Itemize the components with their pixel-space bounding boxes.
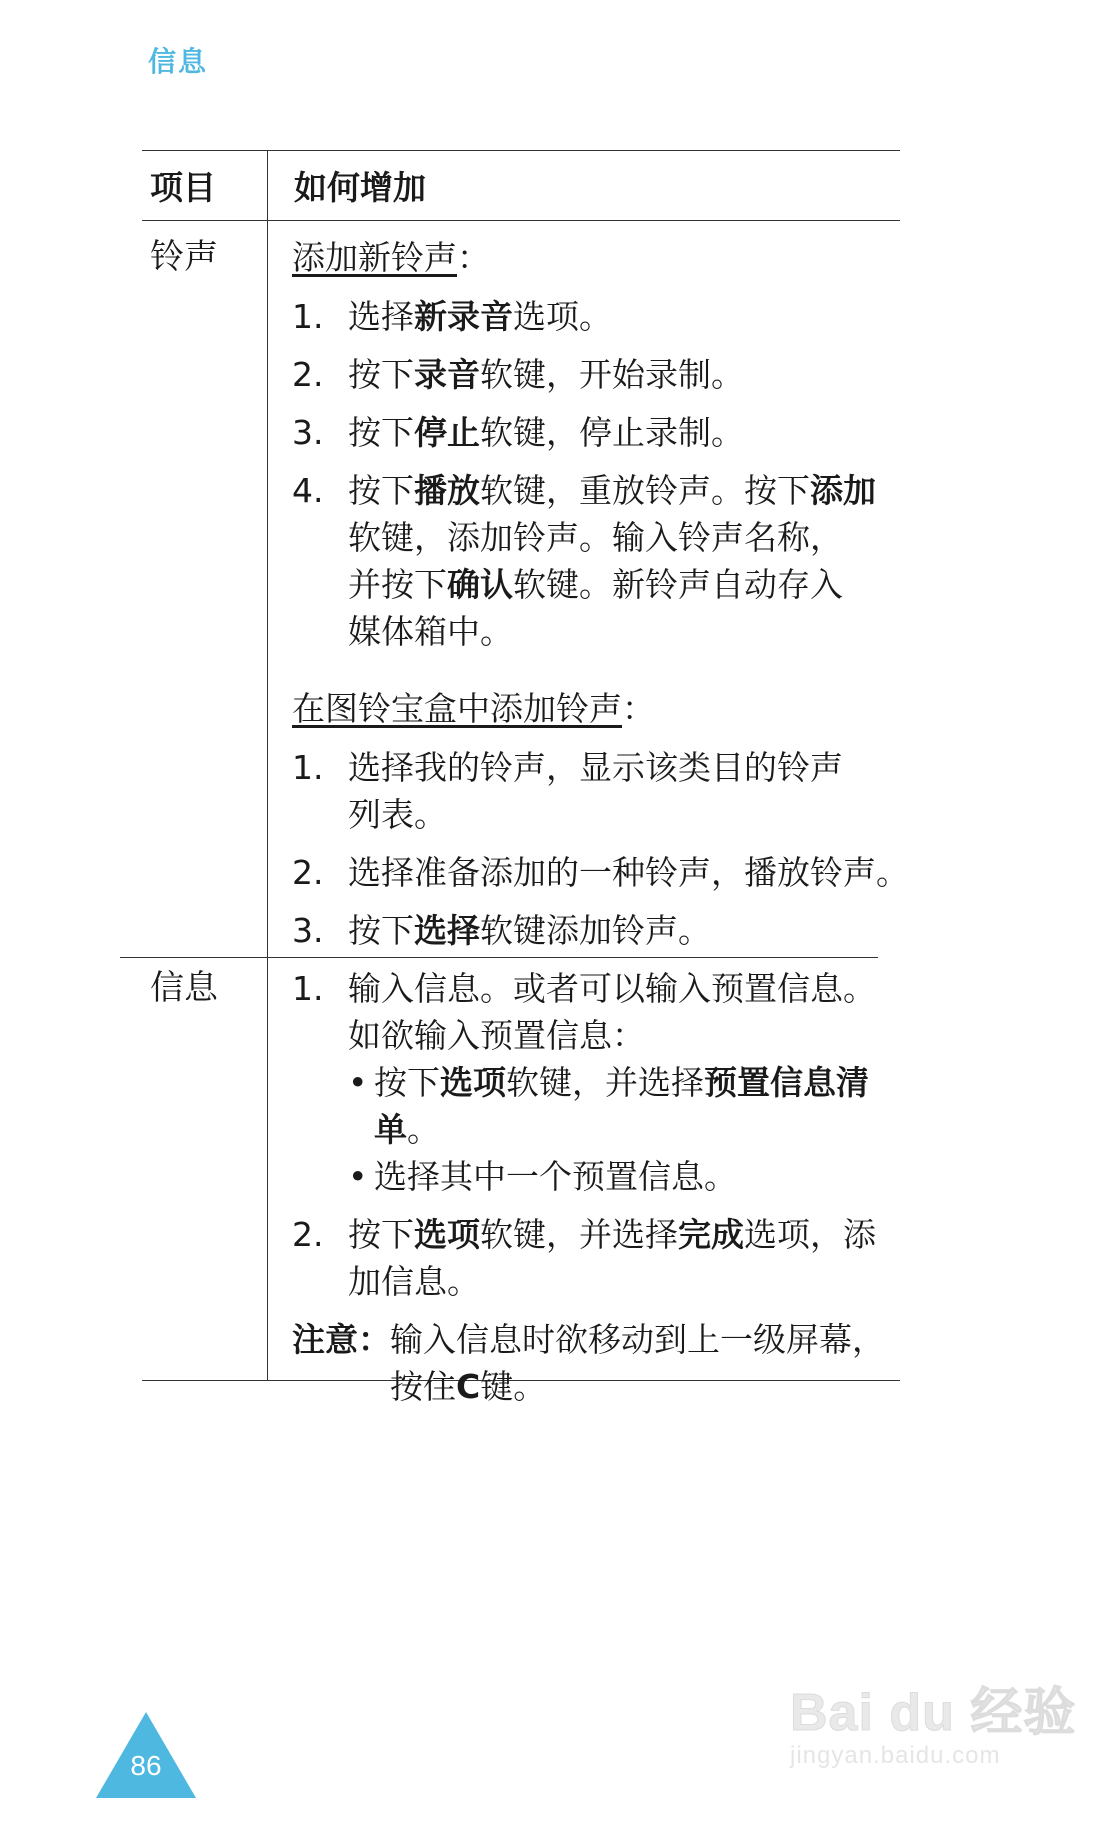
watermark-url: jingyan.baidu.com: [790, 1742, 1001, 1769]
preset-bullets: [318, 1059, 932, 1200]
ringtone-content: [292, 234, 912, 954]
section-title-add-new-ringtone: 添加新铃声：: [292, 238, 490, 277]
box-step-3: 3. 按下选择软键添加铃声。: [292, 911, 711, 950]
message-content: [292, 965, 932, 1410]
message-step-1: 1. 输入信息。或者可以输入预置信息。 如欲输入预置信息： • 按下选项软键，并选择预置信息清单。 • 选择其中一个预置信息。: [292, 965, 932, 1200]
table-header-how-to-add: 如何增加: [294, 168, 426, 207]
step-1: 1. 选择新录音选项。: [292, 297, 612, 336]
row-label-message: 信息: [150, 968, 218, 1008]
step-4: 4. 按下播放软键，重放铃声。按下添加 软键，添加铃声。输入铃声名称， 并按下确认软键。新铃声自动存入 媒体箱中。: [292, 471, 876, 651]
page-number-badge: [96, 1712, 196, 1798]
table-column-divider: [267, 150, 268, 1380]
step-2: 2. 按下录音软键，开始录制。: [292, 355, 744, 394]
watermark-brand: Bai du 经验: [790, 1684, 1077, 1742]
page-number: 86: [130, 1750, 162, 1781]
note: 注意： 输入信息时欲移动到上一级屏幕， 按住C键。: [292, 1320, 885, 1406]
bullet-item: • 选择其中一个预置信息。: [348, 1157, 737, 1196]
table-header-item: 项目: [150, 168, 216, 207]
bullet-item: • 按下选项软键，并选择预置信息清单。: [348, 1063, 869, 1149]
table-row-divider: [120, 957, 878, 958]
page-header-title: 信息: [148, 45, 209, 78]
table-top-border: [142, 150, 900, 151]
section-title-add-from-box: 在图铃宝盒中添加铃声：: [292, 689, 655, 728]
step-3: 3. 按下停止软键，停止录制。: [292, 413, 744, 452]
table-header-divider: [142, 220, 900, 221]
row-label-ringtone: 铃声: [150, 237, 218, 277]
message-step-2: 2. 按下选项软键，并选择完成选项，添 加信息。: [292, 1215, 876, 1301]
box-step-2: 2. 选择准备添加的一种铃声，播放铃声。: [292, 853, 909, 892]
watermark: [790, 1650, 1080, 1780]
box-step-1: 1. 选择我的铃声，显示该类目的铃声 列表。: [292, 748, 843, 834]
